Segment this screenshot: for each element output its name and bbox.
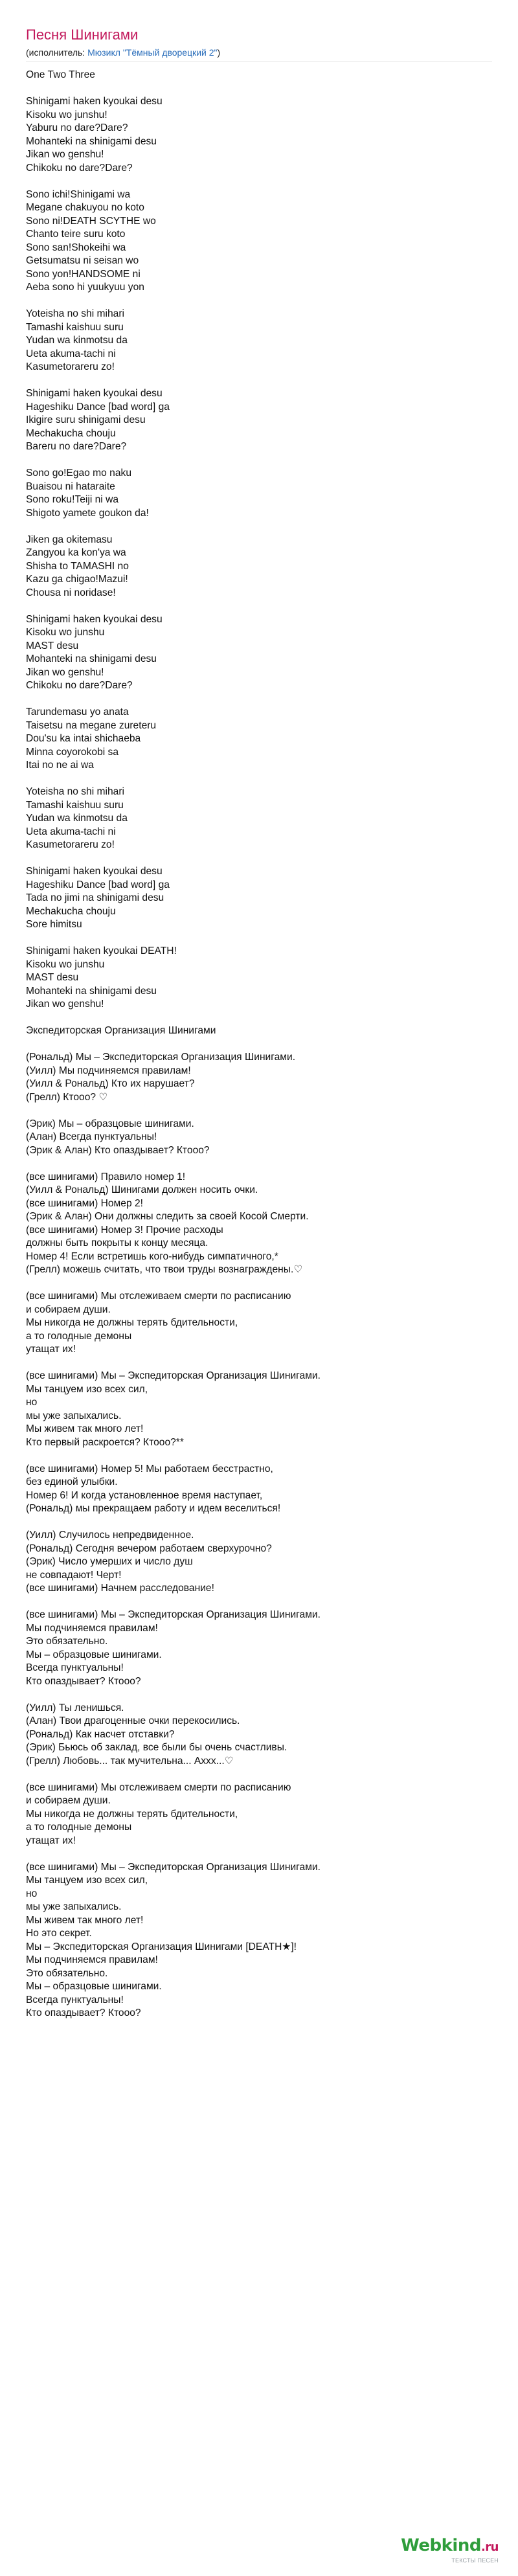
lyrics-stanza bbox=[26, 1290, 492, 1357]
lyric-line: Bareru no dare?Dare? bbox=[26, 441, 127, 452]
lyric-line: Kazu ga chigao!Mazui! bbox=[26, 574, 128, 585]
lyric-line: Мы никогда не должны терять бдительности, bbox=[26, 1317, 238, 1328]
performer-suffix: ) bbox=[217, 47, 221, 58]
lyric-line: а то голодные демоны bbox=[26, 1330, 132, 1342]
lyrics-stanza bbox=[26, 1702, 492, 1768]
lyric-line: Yaburu no dare?Dare? bbox=[26, 122, 128, 133]
lyrics-stanza bbox=[26, 534, 492, 600]
lyric-line: Mechakucha chouju bbox=[26, 427, 116, 439]
lyric-line: и собираем души. bbox=[26, 1304, 111, 1315]
lyrics-stanza bbox=[26, 1024, 492, 1038]
lyric-line: (Рональд) Мы – Экспедиторская Организация Шинигами. bbox=[26, 1052, 296, 1063]
lyric-line: Всегда пунктуальны! bbox=[26, 1662, 124, 1673]
lyric-line: утащат их! bbox=[26, 1344, 76, 1355]
lyric-line: Kisoku wo junshu bbox=[26, 627, 105, 638]
lyric-line: Chikoku no dare?Dare? bbox=[26, 680, 133, 691]
lyric-line: Hageshiku Dance [bad word] ga bbox=[26, 879, 170, 890]
lyric-line: (все шинигами) Мы отслеживаем смерти по расписанию bbox=[26, 1781, 291, 1793]
lyric-line: (все шинигами) Мы – Экспедиторская Организация Шинигами. bbox=[26, 1370, 321, 1381]
lyric-line: Shinigami haken kyoukai desu bbox=[26, 613, 163, 625]
lyric-line: Yoteisha no shi mihari bbox=[26, 308, 124, 319]
lyric-line: Mohanteki na shinigami desu bbox=[26, 135, 157, 147]
lyric-line: (Уилл) Случилось непредвиденное. bbox=[26, 1530, 194, 1541]
lyric-line: (Эрик & Алан) Кто опаздывает? Ктооо? bbox=[26, 1144, 210, 1156]
lyrics-stanza bbox=[26, 1370, 492, 1449]
lyric-line: Это обязательно. bbox=[26, 1636, 108, 1647]
lyric-line: без единой улыбки. bbox=[26, 1476, 118, 1487]
lyrics-stanza bbox=[26, 1171, 492, 1277]
lyric-line: Megane chakuyou no koto bbox=[26, 202, 144, 213]
lyric-line: Мы подчиняемся правилам! bbox=[26, 1954, 158, 1965]
lyric-line: утащат их! bbox=[26, 1835, 76, 1846]
lyric-line: (Уилл) Ты ленишься. bbox=[26, 1702, 124, 1713]
lyric-line: (Грелл) можешь считать, что твои труды вознаграждены.♡ bbox=[26, 1264, 303, 1275]
lyrics-stanza bbox=[26, 865, 492, 932]
lyric-line: Shinigami haken kyoukai desu bbox=[26, 96, 163, 107]
lyric-line: Sono san!Shokeihi wa bbox=[26, 242, 126, 253]
lyric-line: Кто опаздывает? Ктооо? bbox=[26, 1675, 141, 1687]
lyric-line: MAST desu bbox=[26, 640, 79, 651]
lyric-line: и собираем души. bbox=[26, 1795, 111, 1806]
lyric-line: (Эрик) Число умерших и число душ bbox=[26, 1556, 193, 1567]
lyric-line: (Грелл) Ктооо? ♡ bbox=[26, 1091, 108, 1103]
lyric-line: но bbox=[26, 1888, 38, 1899]
lyric-line: но bbox=[26, 1397, 38, 1408]
lyric-line: Ueta akuma-tachi ni bbox=[26, 826, 116, 837]
lyrics-stanza bbox=[26, 69, 492, 82]
lyric-line: Jikan wo genshu! bbox=[26, 666, 104, 678]
lyric-line: (Алан) Всегда пунктуальны! bbox=[26, 1131, 157, 1142]
lyric-line: Yoteisha no shi mihari bbox=[26, 786, 124, 797]
performer-prefix: (исполнитель: bbox=[26, 47, 85, 58]
lyric-line: Buaisou ni hataraite bbox=[26, 480, 115, 492]
logo-tagline: ТЕКСТЫ ПЕСЕН bbox=[451, 2557, 499, 2564]
lyric-line: Ikigire suru shinigami desu bbox=[26, 414, 146, 425]
lyrics-stanza bbox=[26, 467, 492, 520]
lyric-line: Hageshiku Dance [bad word] ga bbox=[26, 401, 170, 412]
lyric-line: Мы – образцовые шинигами. bbox=[26, 1981, 162, 1992]
header-divider bbox=[26, 61, 492, 62]
lyric-line: Zangyou ka kon'ya wa bbox=[26, 547, 126, 558]
lyric-line: (Рональд) Сегодня вечером работаем сверхурочно? bbox=[26, 1542, 272, 1554]
lyric-line: Kisoku wo junshu bbox=[26, 958, 105, 970]
lyric-line: (все шинигами) Мы – Экспедиторская Организация Шинигами. bbox=[26, 1861, 321, 1873]
lyrics-stanza bbox=[26, 1529, 492, 1596]
song-header bbox=[26, 26, 492, 58]
site-footer bbox=[401, 2536, 499, 2564]
performer-link[interactable]: Мюзикл "Тёмный дворецкий 2" bbox=[87, 47, 218, 58]
lyric-line: Kisoku wo junshu! bbox=[26, 109, 107, 120]
lyrics-stanza bbox=[26, 945, 492, 1011]
lyrics-stanza bbox=[26, 387, 492, 454]
lyric-line: Kasumetorareru zo! bbox=[26, 361, 115, 372]
lyrics-stanza bbox=[26, 1463, 492, 1516]
lyric-line: Sono ichi!Shinigami wa bbox=[26, 188, 131, 200]
lyric-line: не совпадают! Черт! bbox=[26, 1569, 122, 1581]
lyric-line: мы уже запыхались. bbox=[26, 1410, 122, 1421]
lyric-line: Shinigami haken kyoukai desu bbox=[26, 866, 163, 877]
lyric-line: Tarundemasu yo anata bbox=[26, 706, 129, 717]
lyrics-stanza bbox=[26, 1118, 492, 1158]
lyrics-stanza bbox=[26, 706, 492, 773]
lyric-line: One Two Three bbox=[26, 69, 95, 80]
lyric-line: Sore himitsu bbox=[26, 919, 82, 930]
lyrics-stanza bbox=[26, 1861, 492, 2020]
lyrics-stanza bbox=[26, 1609, 492, 1688]
lyric-line: (все шинигами) Правило номер 1! bbox=[26, 1171, 186, 1182]
lyric-line: (Алан) Твои драгоценные очки перекосились. bbox=[26, 1715, 240, 1726]
lyric-line: Mohanteki na shinigami desu bbox=[26, 653, 157, 664]
lyric-line: Kasumetorareru zo! bbox=[26, 839, 115, 850]
lyric-line: Tamashi kaishuu suru bbox=[26, 321, 124, 333]
lyric-line: Jiken ga okitemasu bbox=[26, 534, 113, 545]
lyric-line: Мы никогда не должны терять бдительности, bbox=[26, 1808, 238, 1820]
lyric-line: Tada no jimi na shinigami desu bbox=[26, 892, 164, 903]
lyric-line: Minna coyorokobi sa bbox=[26, 746, 119, 758]
lyric-line: Shisha to TAMASHI no bbox=[26, 560, 129, 572]
lyric-line: Yudan wa kinmotsu da bbox=[26, 813, 128, 824]
lyric-line: (Грелл) Любовь... так мучительна... Аххх...♡ bbox=[26, 1755, 234, 1767]
song-title: Песня Шинигами bbox=[26, 27, 139, 43]
lyric-line: Tamashi kaishuu suru bbox=[26, 799, 124, 811]
lyric-line: (Рональд) мы прекращаем работу и идем веселиться! bbox=[26, 1503, 281, 1514]
lyric-line: Номер 4! Если встретишь кого-нибудь симпатичного,* bbox=[26, 1250, 278, 1262]
lyrics-stanza bbox=[26, 95, 492, 175]
lyric-line: Но это секрет. bbox=[26, 1928, 92, 1939]
lyrics-stanza bbox=[26, 188, 492, 295]
lyrics-stanza bbox=[26, 308, 492, 374]
lyric-line: (Эрик) Бьюсь об заклад, все были бы очень счастливы. bbox=[26, 1742, 287, 1753]
lyric-line: Itai no ne ai wa bbox=[26, 760, 94, 771]
logo-main: Webkind bbox=[401, 2536, 481, 2555]
webkind-logo[interactable] bbox=[401, 2536, 499, 2557]
lyric-line: Sono yon!HANDSOME ni bbox=[26, 268, 141, 280]
lyric-line: (все шинигами) Номер 5! Мы работаем бесстрастно, bbox=[26, 1463, 273, 1474]
lyric-line: MAST desu bbox=[26, 972, 79, 983]
lyric-line: Мы танцуем изо всех сил, bbox=[26, 1383, 148, 1395]
lyric-line: (Эрик) Мы – образцовые шинигами. bbox=[26, 1118, 194, 1129]
lyric-line: Мы подчиняемся правилам! bbox=[26, 1622, 158, 1634]
lyric-line: Shigoto yamete goukon da! bbox=[26, 507, 149, 519]
logo-tld: .ru bbox=[480, 2540, 499, 2554]
performer-line bbox=[26, 47, 492, 58]
lyric-line: Jikan wo genshu! bbox=[26, 149, 104, 160]
lyric-line: Это обязательно. bbox=[26, 1967, 108, 1979]
lyrics-stanza bbox=[26, 1781, 492, 1848]
lyrics-stanza bbox=[26, 785, 492, 852]
lyric-line: Кто первый раскроется? Ктооо?** bbox=[26, 1436, 184, 1448]
lyric-line: (Уилл & Рональд) Кто их нарушает? bbox=[26, 1078, 195, 1089]
lyrics-body bbox=[26, 69, 492, 2033]
lyric-line: (Уилл & Рональд) Шинигами должен носить очки. bbox=[26, 1184, 258, 1195]
lyric-line: Всегда пунктуальны! bbox=[26, 1994, 124, 2005]
lyric-line: (все шинигами) Мы – Экспедиторская Организация Шинигами. bbox=[26, 1609, 321, 1620]
lyric-line: Shinigami haken kyoukai desu bbox=[26, 388, 163, 399]
lyric-line: Mechakucha chouju bbox=[26, 905, 116, 917]
lyric-line: (все шинигами) Мы отслеживаем смерти по расписанию bbox=[26, 1291, 291, 1302]
lyric-line: (все шинигами) Номер 2! bbox=[26, 1197, 143, 1209]
lyric-line: Chikoku no dare?Dare? bbox=[26, 162, 133, 174]
lyric-line: Мы – Экспедиторская Организация Шинигами [DEATH★]! bbox=[26, 1941, 297, 1952]
lyric-line: (Уилл) Мы подчиняемся правилам! bbox=[26, 1065, 191, 1076]
lyric-line: Aeba sono hi yuukyuu yon bbox=[26, 282, 144, 293]
lyric-line: (все шинигами) Начнем расследование! bbox=[26, 1583, 214, 1594]
lyric-line: Shinigami haken kyoukai DEATH! bbox=[26, 945, 177, 956]
lyric-line: (Рональд) Как насчет отставки? bbox=[26, 1728, 175, 1740]
lyric-line: Jikan wo genshu! bbox=[26, 999, 104, 1010]
lyric-line: должны быть покрыты к концу месяца. bbox=[26, 1237, 208, 1248]
lyric-line: Chanto teire suru koto bbox=[26, 229, 126, 240]
lyric-line: Sono roku!Teiji ni wa bbox=[26, 494, 119, 505]
lyric-line: Мы живем так много лет! bbox=[26, 1914, 144, 1926]
lyric-line: а то голодные демоны bbox=[26, 1822, 132, 1833]
lyric-line: (все шинигами) Номер 3! Прочие расходы bbox=[26, 1224, 223, 1236]
lyric-line: Sono go!Egao mo naku bbox=[26, 468, 131, 479]
lyric-line: Mohanteki na shinigami desu bbox=[26, 985, 157, 997]
lyrics-stanza bbox=[26, 613, 492, 693]
lyric-line: Мы живем так много лет! bbox=[26, 1423, 144, 1434]
lyric-line: Taisetsu na megane zureteru bbox=[26, 719, 157, 731]
lyric-line: Dou'su ka intai shichaeba bbox=[26, 733, 141, 744]
lyric-line: Getsumatsu ni seisan wo bbox=[26, 255, 139, 266]
lyric-line: Sono ni!DEATH SCYTHE wo bbox=[26, 215, 156, 227]
lyrics-stanza bbox=[26, 1051, 492, 1104]
lyric-line: мы уже запыхались. bbox=[26, 1901, 122, 1912]
lyric-line: Кто опаздывает? Ктооо? bbox=[26, 2007, 141, 2018]
lyric-line: Yudan wa kinmotsu da bbox=[26, 335, 128, 346]
lyric-line: (Эрик & Алан) Они должны следить за своей Косой Смерти. bbox=[26, 1211, 309, 1222]
lyric-line: Мы – образцовые шинигами. bbox=[26, 1649, 162, 1660]
lyric-line: Мы танцуем изо всех сил, bbox=[26, 1875, 148, 1886]
lyric-line: Экспедиторская Организация Шинигами bbox=[26, 1025, 216, 1036]
lyric-line: Номер 6! И когда установленное время наступает, bbox=[26, 1489, 263, 1501]
lyric-line: Chousa ni noridase! bbox=[26, 587, 116, 598]
lyric-line: Ueta akuma-tachi ni bbox=[26, 348, 116, 359]
